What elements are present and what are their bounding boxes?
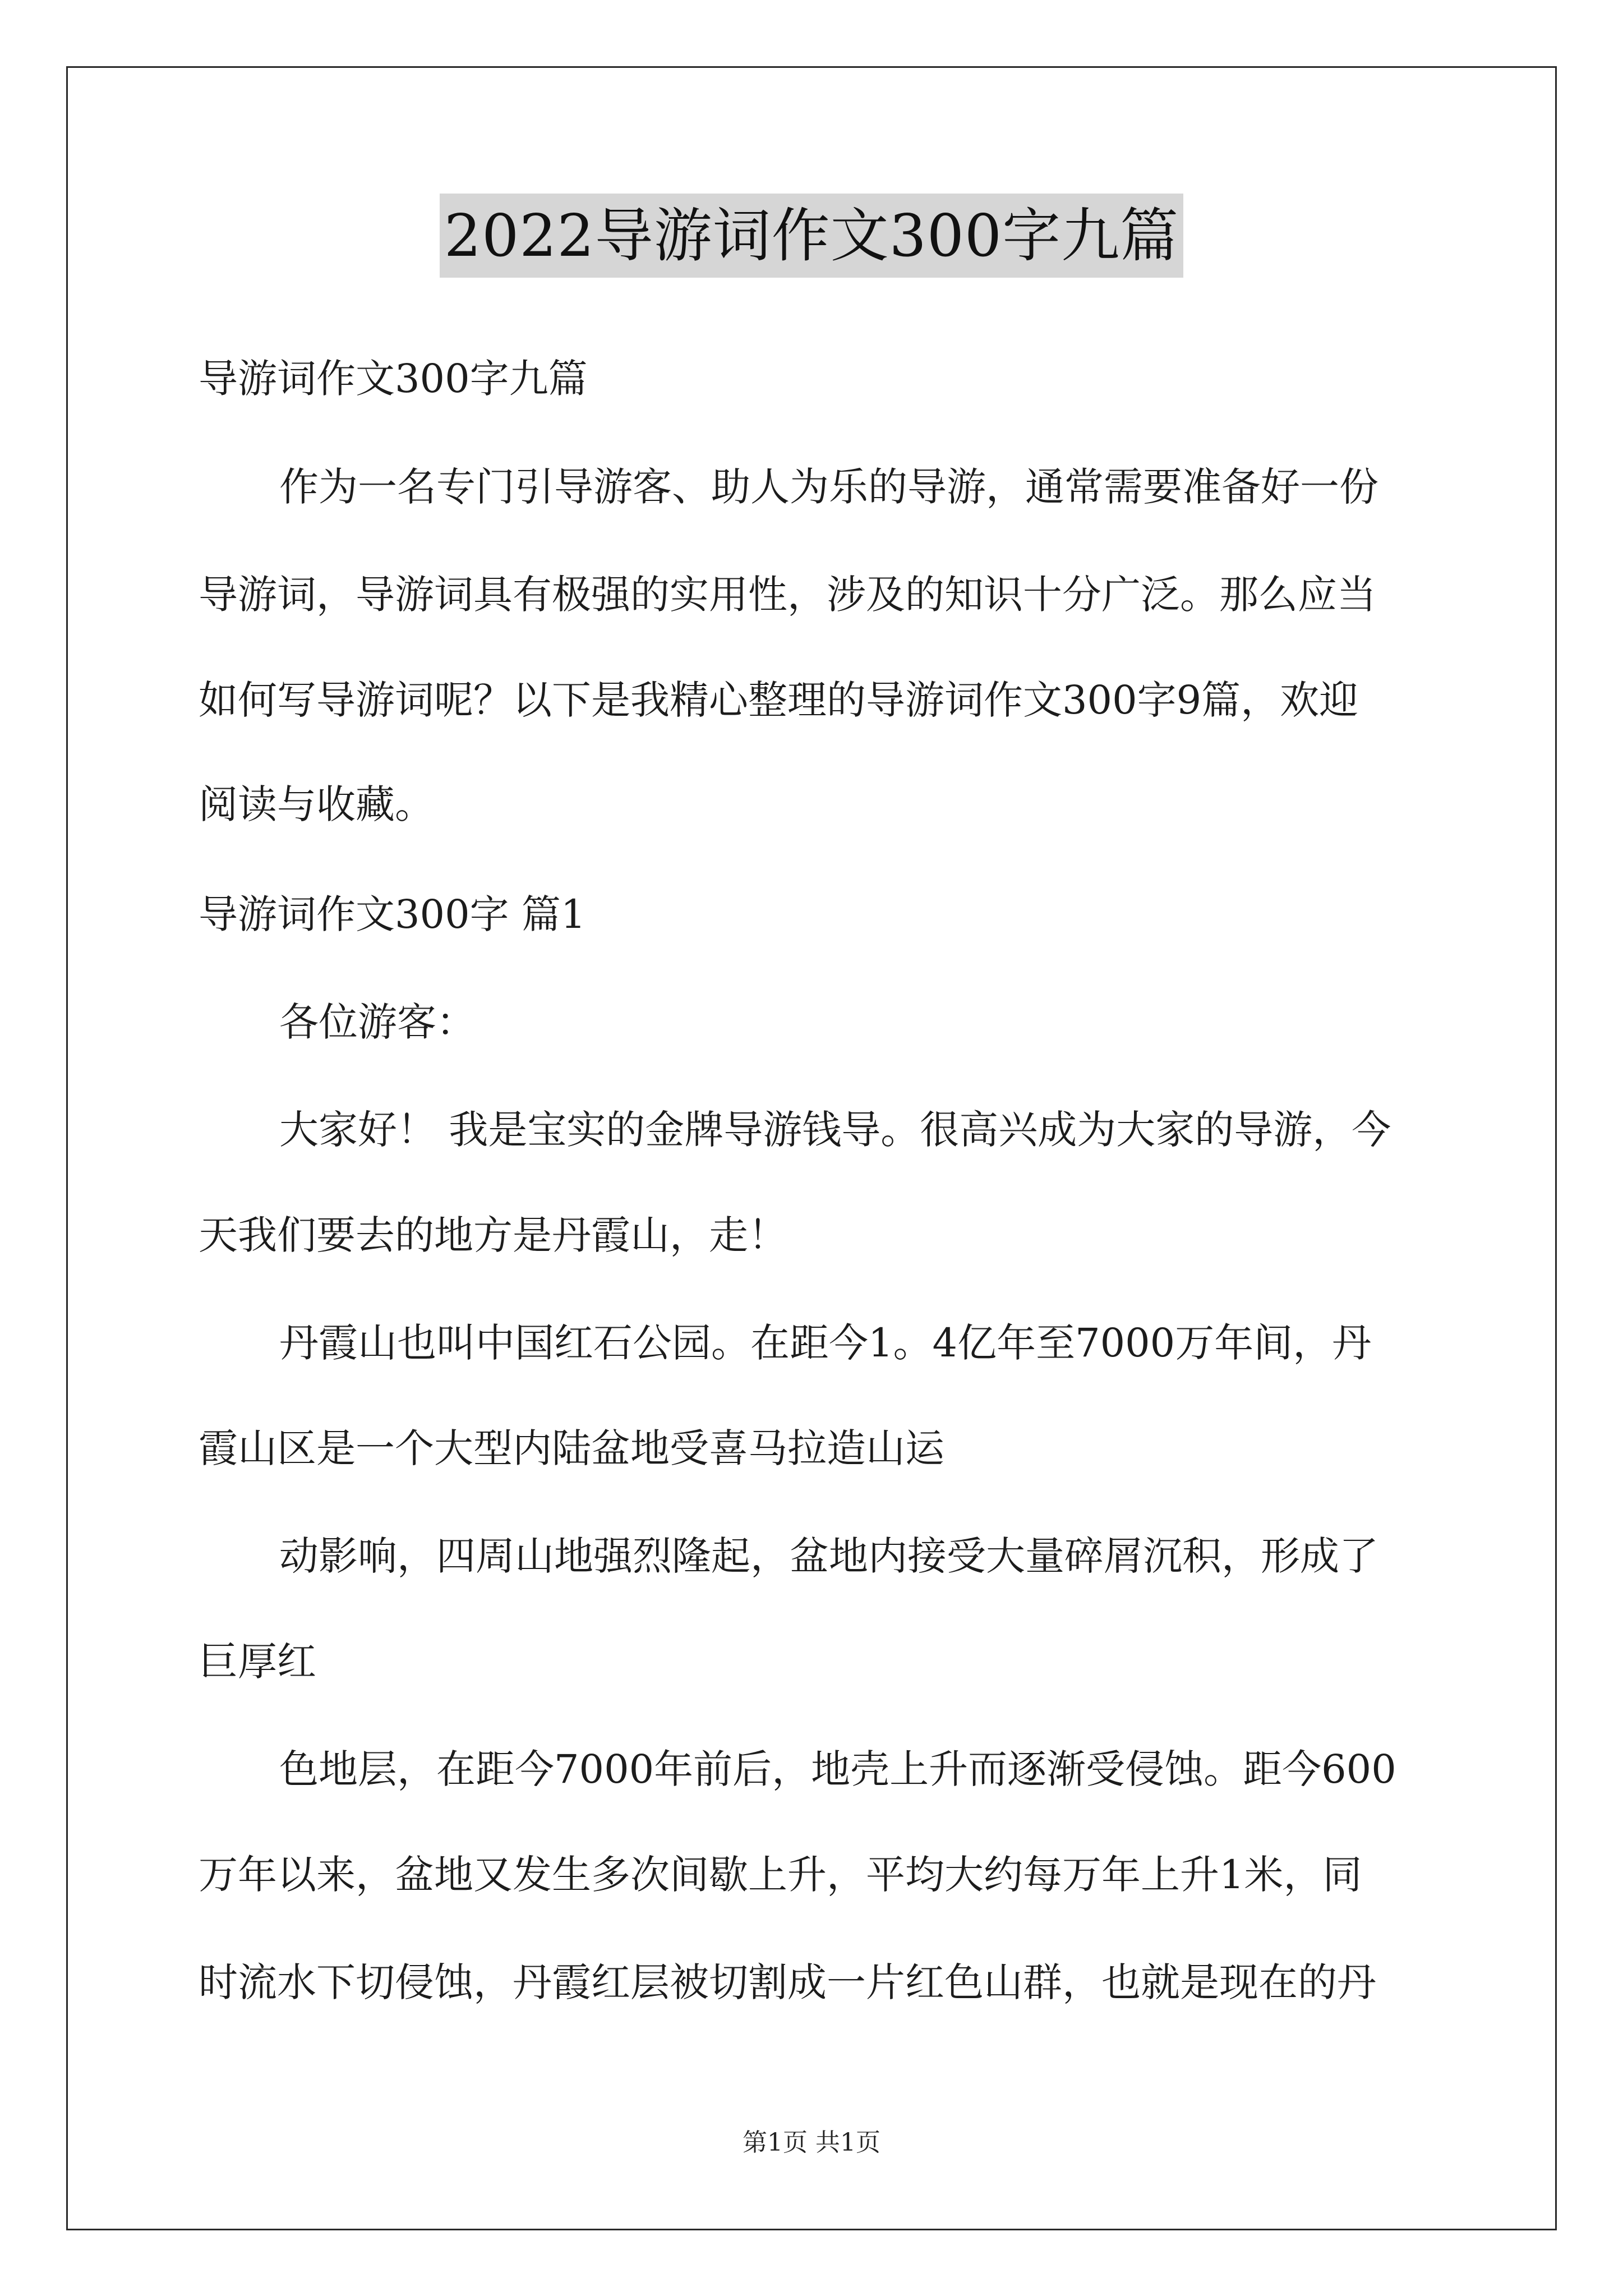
- title-container: [0, 194, 1623, 278]
- paragraph-line: 导游词，导游词具有极强的实用性，涉及的知识十分广泛。那么应当: [199, 572, 1376, 618]
- paragraph-line: 阅读与收藏。: [199, 781, 434, 827]
- paragraph-line: 万年以来，盆地又发生多次间歇上升，平均大约每万年上升1米，同: [199, 1852, 1362, 1898]
- paragraph-line: 天我们要去的地方是丹霞山，走！: [199, 1212, 787, 1258]
- paragraph-line: 霞山区是一个大型内陆盆地受喜马拉造山运: [199, 1425, 944, 1471]
- section-heading: 导游词作文300字 篇1: [199, 891, 586, 937]
- paragraph-line: 时流水下切侵蚀，丹霞红层被切割成一片红色山群，也就是现在的丹: [199, 1959, 1376, 2005]
- paragraph-line: 各位游客：: [279, 999, 476, 1045]
- paragraph-line: 作为一名专门引导游客、助人为乐的导游，通常需要准备好一份: [279, 464, 1378, 510]
- paragraph-line: 动影响，四周山地强烈隆起，盆地内接受大量碎屑沉积，形成了: [279, 1533, 1378, 1579]
- paragraph-line: 如何写导游词呢？以下是我精心整理的导游词作文300字9篇，欢迎: [199, 677, 1359, 723]
- paragraph-line: 色地层，在距今7000年前后，地壳上升而逐渐受侵蚀。距今600: [279, 1746, 1396, 1792]
- subtitle-line: 导游词作文300字九篇: [199, 356, 588, 402]
- document-title: 2022导游词作文300字九篇: [440, 194, 1183, 278]
- paragraph-line: 大家好！ 我是宝实的金牌导游钱导。很高兴成为大家的导游，今: [279, 1107, 1391, 1153]
- paragraph-line: 巨厚红: [199, 1639, 316, 1685]
- page-footer: 第1页 共1页: [743, 2128, 880, 2157]
- paragraph-line: 丹霞山也叫中国红石公园。在距今1。4亿年至7000万年间，丹: [279, 1320, 1372, 1366]
